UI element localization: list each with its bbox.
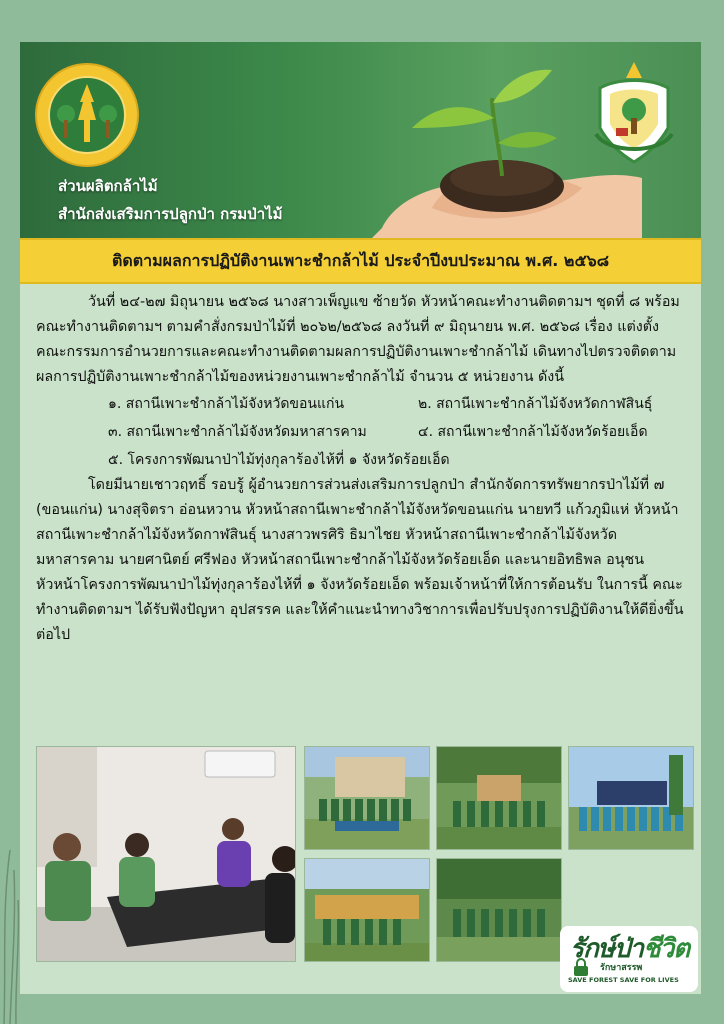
- group-photo-khon-kaen: [304, 746, 430, 850]
- paragraph-intro: วันที่ ๒๔-๒๗ มิถุนายน ๒๕๖๘ นางสาวเพ็ญแข ซ้ายวัด หัวหน้าคณะทำงานติดตามฯ ชุดที่ ๘ พร้อมคณะทำงานติดตามฯ ตามคำสั่งกรมป่าไม้ที่ ๒๐๖๒/๒๕๖๘ ลงวันที่ ๙ มิถุนายน พ.ศ. ๒๕๖๘ เรื่อง แต่งตั้งคณะกรรมการอำนวยการและคณะทำงานติดตามผลการปฏิบัติงานเพาะชำกล้าไม้ เดินทางไปตรวจติดตามผลการปฏิบัติงานเพาะชำกล้าไม้ของหน่วยงานเพาะชำกล้าไม้ จำนวน ๕ หน่วยงาน ดังนี้: [36, 294, 680, 385]
- grass-decoration: [0, 760, 22, 1024]
- org-name-line1: ส่วนผลิตกล้าไม้: [58, 177, 158, 195]
- list-item: ๒. สถานีเพาะชำกล้าไม้จังหวัดกาฬสินธุ์: [418, 396, 653, 412]
- document-frame: [20, 42, 701, 994]
- list-item: ๔. สถานีเพาะชำกล้าไม้จังหวัดร้อยเอ็ด: [418, 424, 648, 440]
- group-photo-roi-et: [568, 746, 694, 850]
- lock-icon: [570, 958, 592, 976]
- list-item: ๑. สถานีเพาะชำกล้าไม้จังหวัดขอนแก่น: [108, 396, 345, 412]
- list-item: ๕. โครงการพัฒนาป่าไม้ทุ่งกุลาร้องไห้ที่ ๑ จังหวัดร้อยเอ็ด: [108, 452, 450, 468]
- body-text: [36, 290, 686, 648]
- group-photo-thung-kula: [436, 858, 562, 962]
- royal-forest-department-logo: [34, 62, 140, 168]
- badge-english: SAVE FOREST SAVE FOR LIVES: [568, 976, 679, 984]
- group-photo-kalasin: [436, 746, 562, 850]
- paragraph-details: โดยมีนายเชาวฤทธิ์ รอบรู้ ผู้อำนวยการส่วนส่งเสริมการปลูกป่า สำนักจัดการทรัพยากรป่าไม้ที่ ๗ (ขอนแก่น) นางสุจิตรา อ่อนหวาน หัวหน้าสถานีเพาะชำกล้าไม้จังหวัดขอนแก่น นายทวี แก้วภูมิแห่ หัวหน้าสถานีเพาะชำกล้าไม้จังหวัดกาฬสินธุ์ นางสาวพรศิริ ธิมาไชย หัวหน้าสถานีเพาะชำกล้าไม้จังหวัดมหาสารคาม นายศานิตย์ ศรีฟอง หัวหน้าสถานีเพาะชำกล้าไม้จังหวัดร้อยเอ็ด และนายอิทธิพล อนุชน หัวหน้าโครงการพัฒนาป่าไม้ทุ่งกุลาร้องไห้ที่ ๑ จังหวัดร้อยเอ็ด พร้อมเจ้าหน้าที่ให้การต้อนรับ ในการนี้ คณะทำงานติดตามฯ ได้รับฟังปัญหา อุปสรรค และให้คำแนะนำทางวิชาการเพื่อปรับปรุงการปฏิบัติงานให้ดียิ่งขึ้นต่อไป: [36, 477, 684, 643]
- unit-list: [36, 392, 686, 473]
- badge-subtitle: รักษาสรรพ: [600, 963, 643, 973]
- meeting-photo: [36, 746, 296, 962]
- org-name-line2: สำนักส่งเสริมการปลูกป่า กรมป่าไม้: [58, 205, 283, 223]
- badge-title: รักษ์ป่าชีวิต: [570, 934, 690, 964]
- list-item: ๓. สถานีเพาะชำกล้าไม้จังหวัดมหาสารคาม: [108, 424, 367, 440]
- header-banner: [20, 42, 701, 238]
- group-photo-maha-sarakham: [304, 858, 430, 962]
- forestry-emblem: [588, 58, 680, 166]
- save-forest-badge: [560, 926, 698, 992]
- document-title: ติดตามผลการปฏิบัติงานเพาะชำกล้าไม้ ประจำปีงบประมาณ พ.ศ. ๒๕๖๘: [20, 238, 701, 284]
